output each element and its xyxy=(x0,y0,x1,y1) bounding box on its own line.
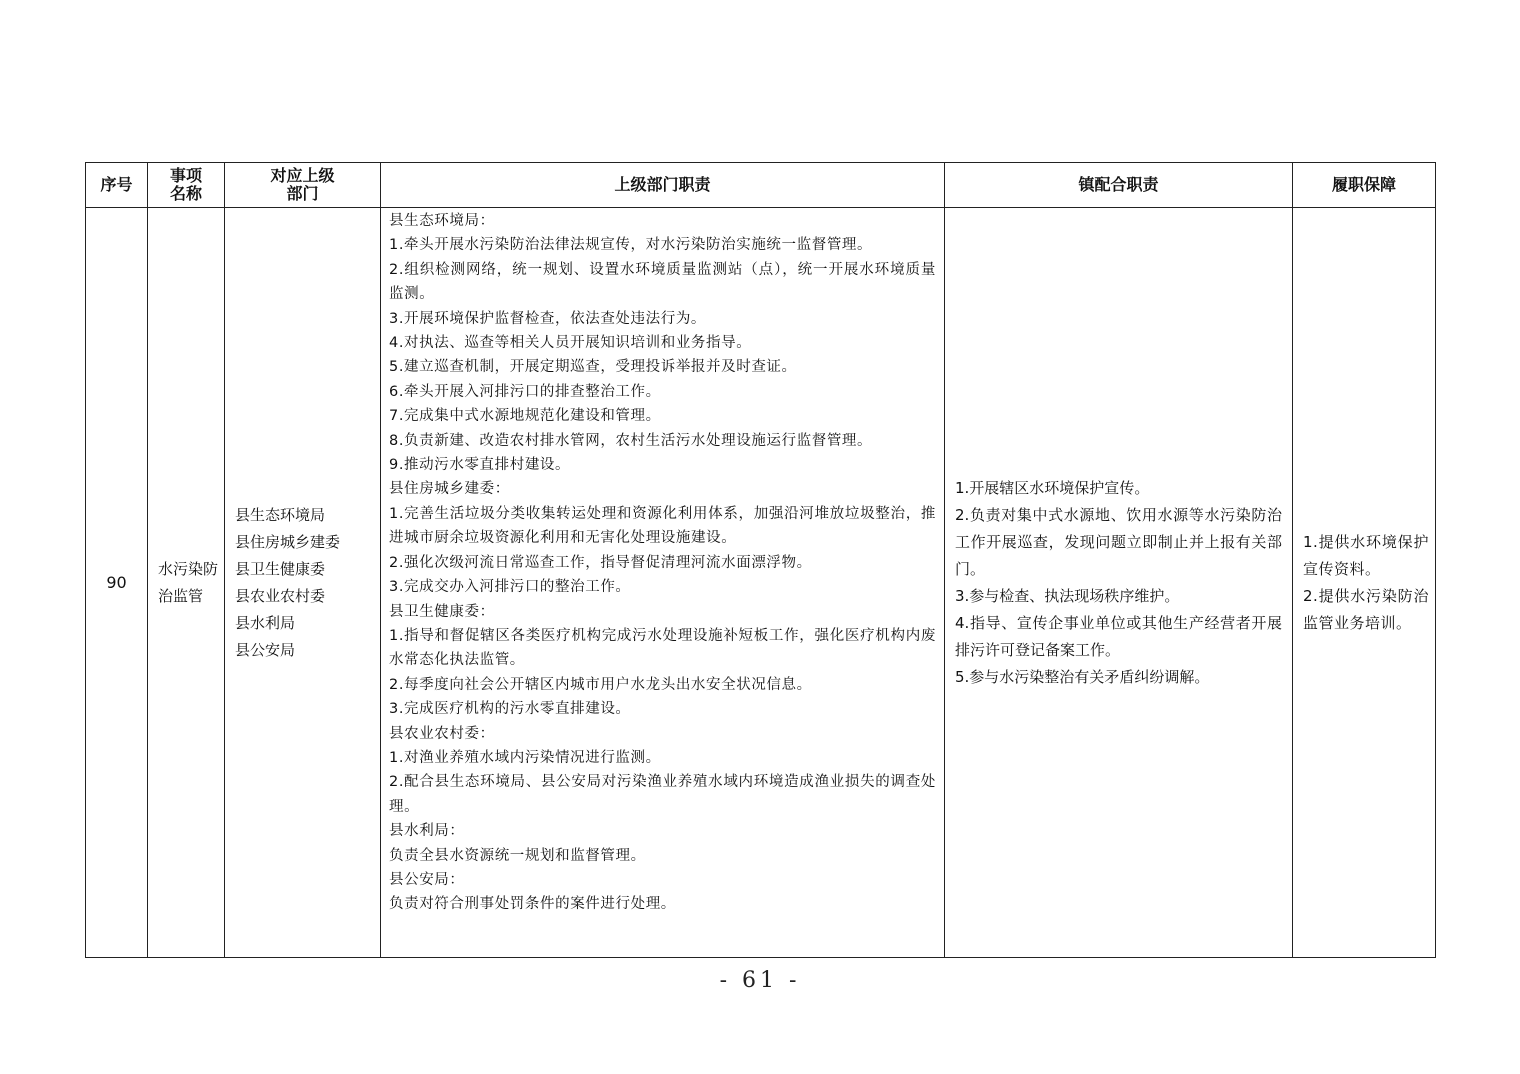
guarantee-item: 2.提供水污染防治监管业务培训。 xyxy=(1303,586,1429,632)
header-dept-line2: 部门 xyxy=(286,184,319,203)
superior-duty-list xyxy=(381,208,944,957)
duty-table xyxy=(85,162,1436,958)
superior-duty-item: 县农业农村委： xyxy=(389,725,495,742)
department-list xyxy=(235,502,380,664)
town-duty-list xyxy=(955,475,1282,691)
town-duty-item: 1.开展辖区水环境保护宣传。 xyxy=(955,478,1150,497)
superior-duty-item: 3.完成交办入河排污口的整治工作。 xyxy=(389,579,631,596)
superior-duty-item: 2.配合县生态环境局、县公安局对污染渔业养殖水域内环境造成渔业损失的调查处理。 xyxy=(389,774,936,815)
department-item: 县农业农村委 xyxy=(235,586,326,605)
header-item-line1: 事项 xyxy=(169,166,202,185)
row-departments xyxy=(225,208,381,958)
department-item: 县公安局 xyxy=(235,640,296,659)
header-town-duty: 镇配合职责 xyxy=(945,163,1293,208)
header-item-name xyxy=(148,163,225,208)
superior-duty-item: 县公安局： xyxy=(389,871,465,888)
guarantee-list xyxy=(1303,529,1429,637)
header-department xyxy=(225,163,381,208)
superior-duty-item: 县水利局： xyxy=(389,823,465,840)
department-item: 县水利局 xyxy=(235,613,296,632)
town-duty-item: 3.参与检查、执法现场秩序维护。 xyxy=(955,586,1180,605)
department-item: 县住房城乡建委 xyxy=(235,532,341,551)
town-duty-item: 5.参与水污染整治有关矛盾纠纷调解。 xyxy=(955,667,1210,686)
superior-duty-item: 负责对符合刑事处罚条件的案件进行处理。 xyxy=(389,896,676,913)
superior-duty-item: 1.指导和督促辖区各类医疗机构完成污水处理设施补短板工作，强化医疗机构内废水常态化执法监管。 xyxy=(389,627,936,669)
department-item: 县卫生健康委 xyxy=(235,559,326,578)
header-row xyxy=(86,163,1436,208)
superior-duty-item: 7.完成集中式水源地规范化建设和管理。 xyxy=(389,408,661,425)
superior-duty-item: 6.牵头开展入河排污口的排查整治工作。 xyxy=(389,383,661,400)
header-dept-line1: 对应上级 xyxy=(270,166,335,185)
superior-duty-item: 县住房城乡建委： xyxy=(389,481,510,498)
superior-duty-item: 3.完成医疗机构的污水零直排建设。 xyxy=(389,701,631,718)
header-item-line2: 名称 xyxy=(169,184,202,203)
table-row xyxy=(86,208,1436,958)
header-seq: 序号 xyxy=(86,163,148,208)
page-number: - 61 - xyxy=(719,968,801,993)
superior-duty-item: 1.完善生活垃圾分类收集转运处理和资源化利用体系，加强沿河堆放垃圾整治，推进城市厨余垃圾资源化利用和无害化处理设施建设。 xyxy=(389,505,936,547)
superior-duty-item: 2.强化次级河流日常巡查工作，指导督促清理河流水面漂浮物。 xyxy=(389,554,812,571)
town-duty-item: 4.指导、宣传企事业单位或其他生产经营者开展排污许可登记备案工作。 xyxy=(955,613,1282,659)
superior-duty-item: 3.开展环境保护监督检查，依法查处违法行为。 xyxy=(389,310,707,327)
header-guarantee: 履职保障 xyxy=(1293,163,1436,208)
superior-duty-item: 1.牵头开展水污染防治法律法规宣传，对水污染防治实施统一监督管理。 xyxy=(389,237,873,254)
row-superior-duties xyxy=(381,208,945,958)
superior-duty-item: 负责全县水资源统一规划和监督管理。 xyxy=(389,847,646,864)
superior-duty-item: 2.组织检测网络，统一规划、设置水环境质量监测站（点），统一开展水环境质量监测。 xyxy=(389,261,936,303)
row-guarantees xyxy=(1293,208,1436,958)
superior-duty-item: 8.负责新建、改造农村排水管网，农村生活污水处理设施运行监督管理。 xyxy=(389,432,873,449)
superior-duty-item: 2.每季度向社会公开辖区内城市用户水龙头出水安全状况信息。 xyxy=(389,676,812,693)
department-item: 县生态环境局 xyxy=(235,505,326,524)
superior-duty-item: 5.建立巡查机制，开展定期巡查，受理投诉举报并及时查证。 xyxy=(389,359,797,376)
superior-duty-item: 9.推动污水零直排村建设。 xyxy=(389,457,571,474)
superior-duty-item: 县卫生健康委： xyxy=(389,603,495,620)
superior-duty-item: 1.对渔业养殖水域内污染情况进行监测。 xyxy=(389,749,661,766)
superior-duty-item: 4.对执法、巡查等相关人员开展知识培训和业务指导。 xyxy=(389,335,752,352)
superior-duty-item: 县生态环境局： xyxy=(389,213,495,229)
row-town-duties xyxy=(945,208,1293,958)
row-seq: 90 xyxy=(86,208,148,958)
header-superior-duty: 上级部门职责 xyxy=(381,163,945,208)
guarantee-item: 1.提供水环境保护宣传资料。 xyxy=(1303,532,1429,578)
town-duty-item: 2.负责对集中式水源地、饮用水源等水污染防治工作开展巡查，发现问题立即制止并上报有关部门。 xyxy=(955,505,1282,578)
row-item-name: 水污染防治监管 xyxy=(148,208,225,958)
